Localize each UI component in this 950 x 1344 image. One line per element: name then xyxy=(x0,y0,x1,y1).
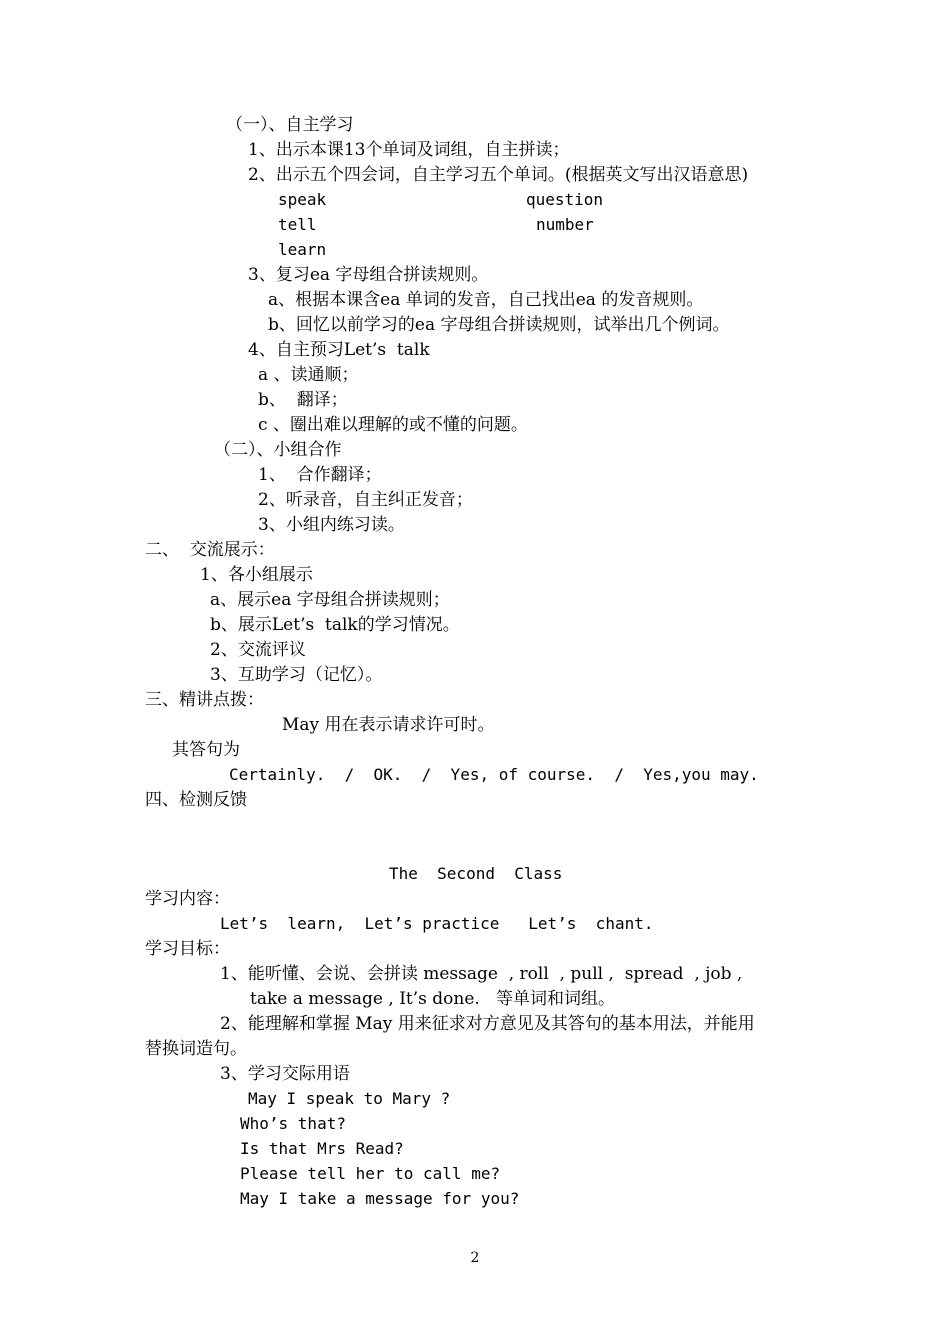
answer-options: Certainly. / OK. / Yes, of course. / Yes,you may. xyxy=(229,765,759,784)
second-class-heading: The Second Class xyxy=(389,864,563,883)
list-item: b、 翻译； xyxy=(258,390,348,410)
vocab-word: question xyxy=(526,190,604,209)
list-item: a 、读通顺； xyxy=(258,365,359,385)
page-number: 2 xyxy=(470,1250,480,1266)
phrase-line: Who’s that? xyxy=(240,1114,346,1133)
list-item: 1、 合作翻译； xyxy=(258,465,382,485)
goals-label: 学习目标： xyxy=(145,939,230,959)
section-2-title: （二）、小组合作 xyxy=(214,440,342,460)
list-item: 4、自主预习Let’s talk xyxy=(248,340,430,360)
phrase-line: May I speak to Mary ? xyxy=(248,1089,451,1108)
list-item: 3、小组内练习读。 xyxy=(258,515,405,535)
phrase-line: Please tell her to call me? xyxy=(240,1164,501,1183)
list-item: 3、互助学习（记忆）。 xyxy=(210,665,383,685)
vocab-word: speak xyxy=(278,190,327,209)
part-3-title: 三、精讲点拨： xyxy=(145,690,264,710)
list-item: 2、出示五个四会词，自主学习五个单词。(根据英文写出汉语意思) xyxy=(248,165,749,185)
list-item: 3、复习ea 字母组合拼读规则。 xyxy=(248,265,489,285)
phrase-line: Is that Mrs Read? xyxy=(240,1139,404,1158)
list-item: 1、出示本课13个单词及词组，自主拼读； xyxy=(248,140,570,160)
content-line: Let’s learn, Let’s practice Let’s chant. xyxy=(220,914,654,933)
goal-line: take a message , It’s done. 等单词和词组。 xyxy=(250,989,616,1009)
goal-line: 替换词造句。 xyxy=(145,1039,247,1059)
part-4-title: 四、检测反馈 xyxy=(145,790,247,810)
section-1-title: （一）、自主学习 xyxy=(226,115,354,135)
vocab-word: tell xyxy=(278,215,317,234)
list-item: c 、圈出难以理解的或不懂的问题。 xyxy=(258,415,528,435)
goal-line: 1、能听懂、会说、会拼读 message , roll , pull , spread , job , xyxy=(220,964,743,984)
list-item: 1、各小组展示 xyxy=(200,565,313,585)
list-item: a、展示ea 字母组合拼读规则； xyxy=(210,590,450,610)
list-item: b、展示Let’s talk的学习情况。 xyxy=(210,615,460,635)
goal-line: 2、能理解和掌握 May 用来征求对方意见及其答句的基本用法，并能用 xyxy=(220,1014,755,1034)
vocab-word: number xyxy=(536,215,594,234)
list-item: 2、听录音，自主纠正发音； xyxy=(258,490,473,510)
explanation-line: May 用在表示请求许可时。 xyxy=(282,715,495,735)
explanation-line: 其答句为 xyxy=(172,740,240,760)
vocab-word: learn xyxy=(278,240,327,259)
content-label: 学习内容： xyxy=(145,889,230,909)
goal-line: 3、学习交际用语 xyxy=(220,1064,350,1084)
phrase-line: May I take a message for you? xyxy=(240,1189,520,1208)
list-item: b、回忆以前学习的ea 字母组合拼读规则，试举出几个例词。 xyxy=(268,315,730,335)
part-2-title: 二、 交流展示： xyxy=(145,540,275,560)
list-item: 2、交流评议 xyxy=(210,640,306,660)
list-item: a、根据本课含ea 单词的发音，自己找出ea 的发音规则。 xyxy=(268,290,704,310)
